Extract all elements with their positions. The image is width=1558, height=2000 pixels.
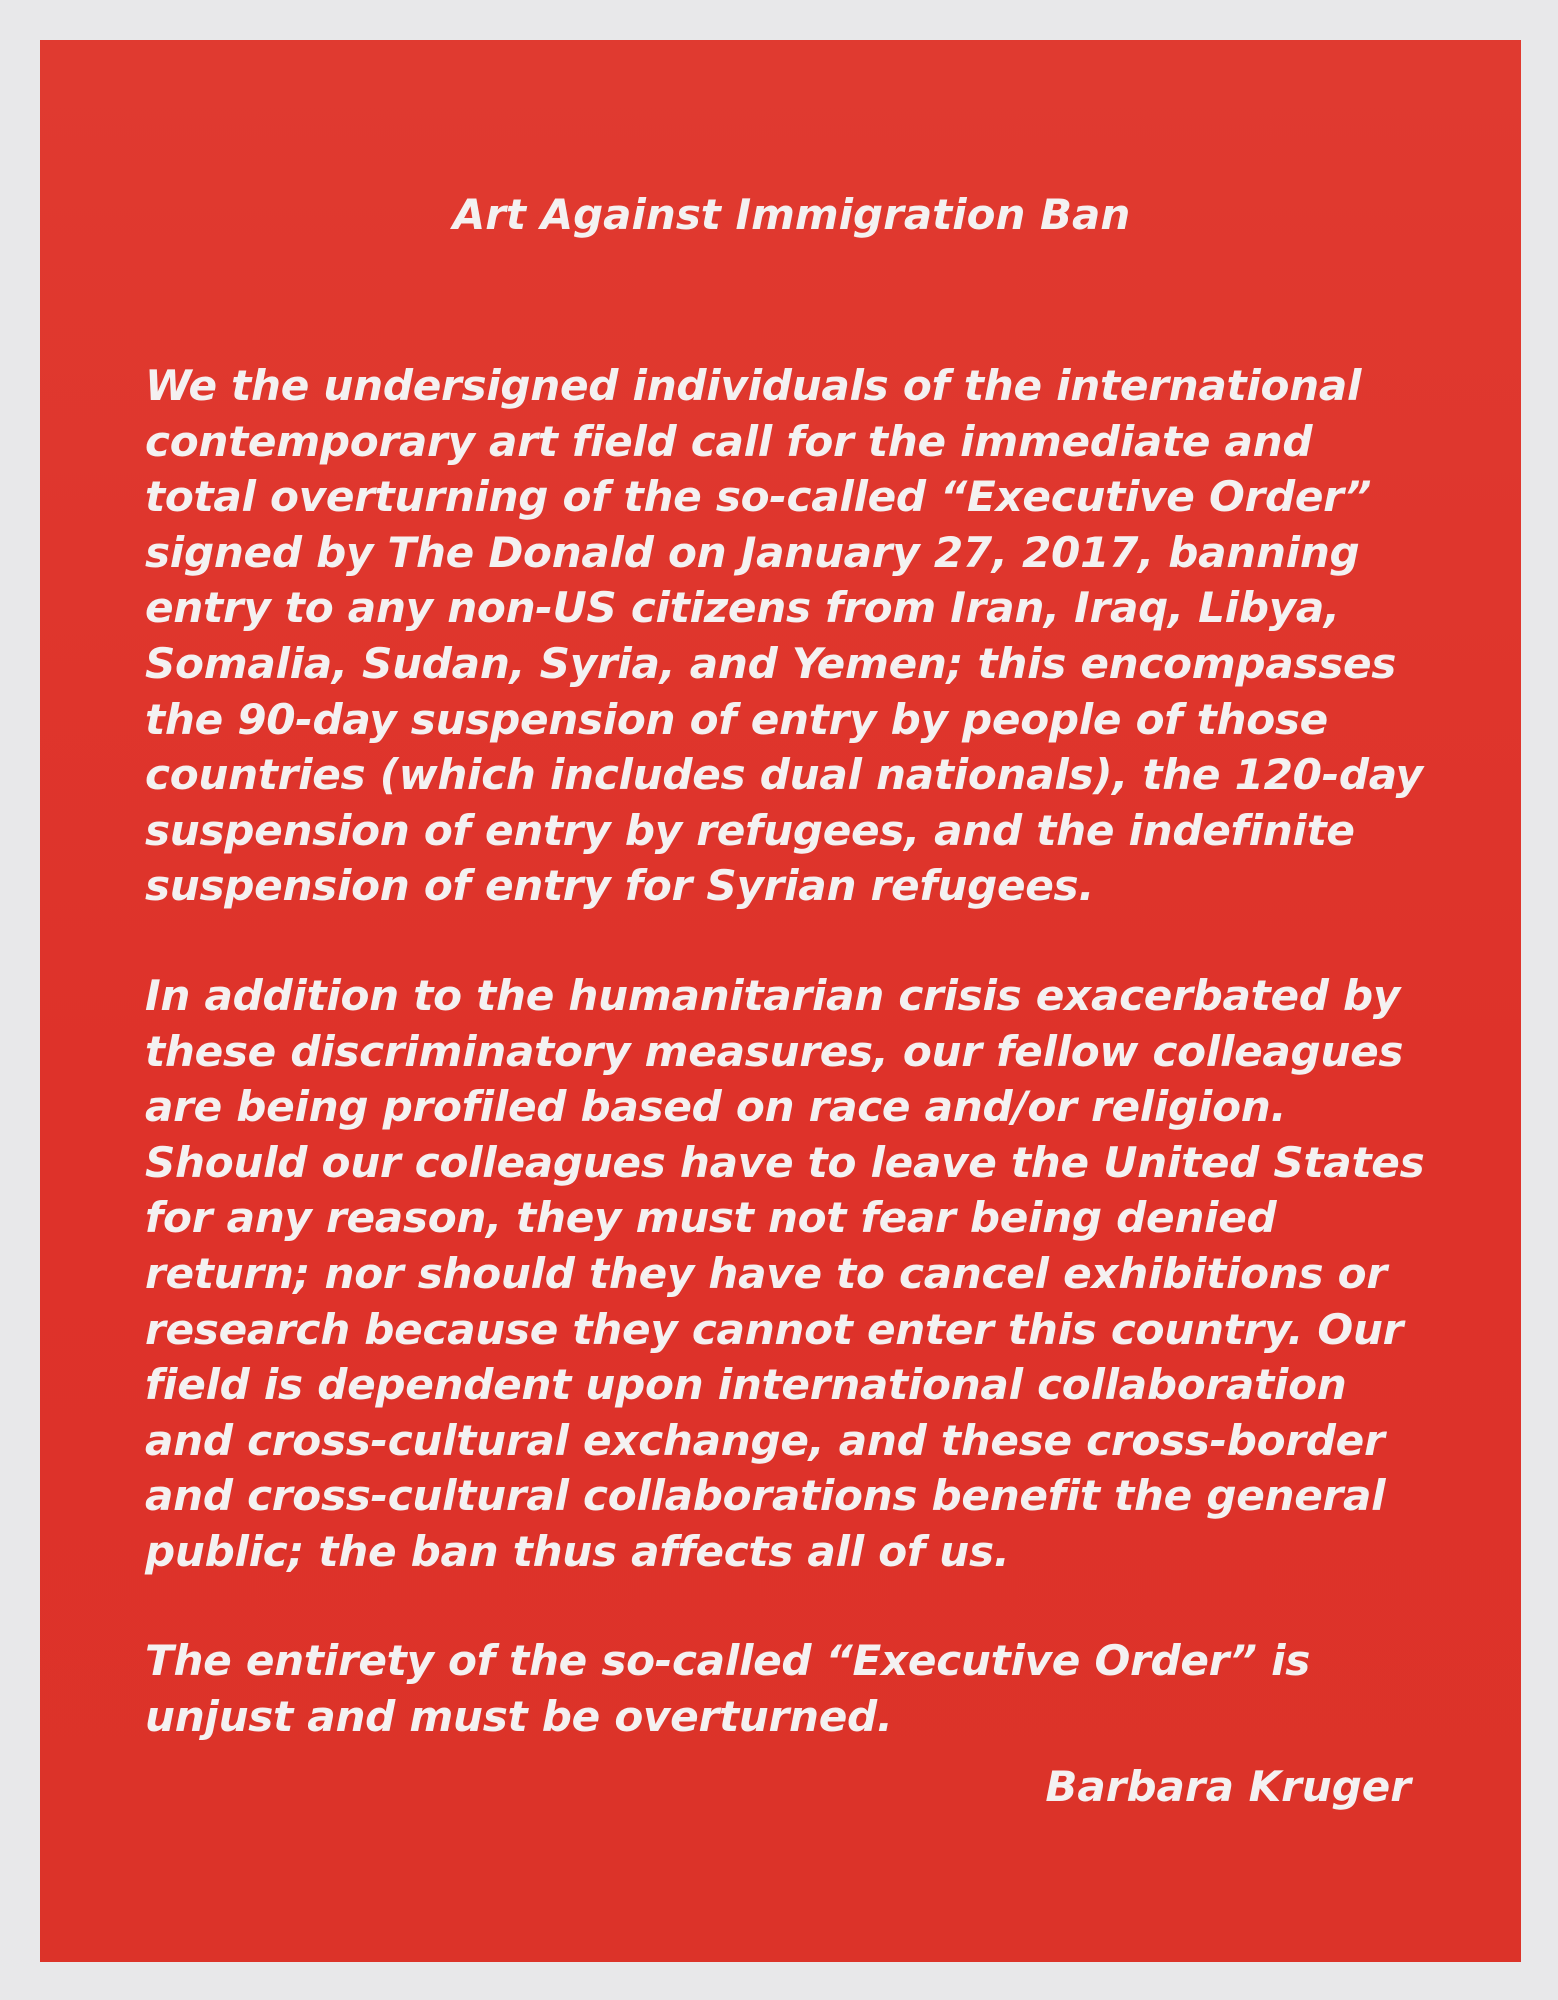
text-line: return; nor should they have to cancel exhibitions or bbox=[145, 1248, 1387, 1298]
text-line: public; the ban thus affects all of us. bbox=[145, 1526, 1010, 1576]
text-line: are being profiled based on race and/or religion. bbox=[145, 1082, 1287, 1132]
text-line: suspension of entry by refugees, and the indefinite bbox=[145, 805, 1355, 855]
text-line: the 90-day suspension of entry by people of those bbox=[145, 694, 1328, 744]
poster-sheet bbox=[40, 40, 1521, 1962]
text-line: for any reason, they must not fear being denied bbox=[145, 1193, 1277, 1243]
text-line: and cross-cultural exchange, and these cross-border bbox=[145, 1415, 1385, 1465]
text-line: In addition to the humanitarian crisis exacerbated by bbox=[145, 970, 1401, 1020]
text-line: unjust and must be overturned. bbox=[145, 1692, 893, 1742]
text-line: The entirety of the so-called “Executive Order” is bbox=[145, 1636, 1311, 1686]
paragraph-impact bbox=[145, 968, 1425, 1580]
text-line: these discriminatory measures, our fellow colleagues bbox=[145, 1026, 1404, 1076]
text-line: total overturning of the so-called “Executive Order” bbox=[145, 472, 1372, 522]
poster-body bbox=[145, 358, 1425, 1745]
text-line: field is dependent upon international collaboration bbox=[145, 1360, 1347, 1410]
paragraph-conclusion bbox=[145, 1633, 1425, 1744]
text-line: Should our colleagues have to leave the United States bbox=[145, 1137, 1425, 1187]
text-line: Somalia, Sudan, Syria, and Yemen; this encompasses bbox=[145, 638, 1397, 688]
text-line: research because they cannot enter this country. Our bbox=[145, 1304, 1404, 1354]
text-line: entry to any non-US citizens from Iran, Iraq, Libya, bbox=[145, 583, 1340, 633]
text-line: contemporary art field call for the immediate and bbox=[145, 416, 1313, 466]
text-line: suspension of entry for Syrian refugees. bbox=[145, 861, 1095, 911]
text-line: and cross-cultural collaborations benefit the general bbox=[145, 1471, 1386, 1521]
text-line: We the undersigned individuals of the international bbox=[145, 361, 1362, 410]
poster-title: Art Against Immigration Ban bbox=[452, 190, 1131, 239]
text-line: signed by The Donald on January 27, 2017, banning bbox=[145, 527, 1360, 577]
text-line: countries (which includes dual nationals), the 120-day bbox=[145, 750, 1423, 800]
signature: Barbara Kruger bbox=[1045, 1762, 1411, 1811]
paragraph-statement bbox=[145, 358, 1425, 914]
